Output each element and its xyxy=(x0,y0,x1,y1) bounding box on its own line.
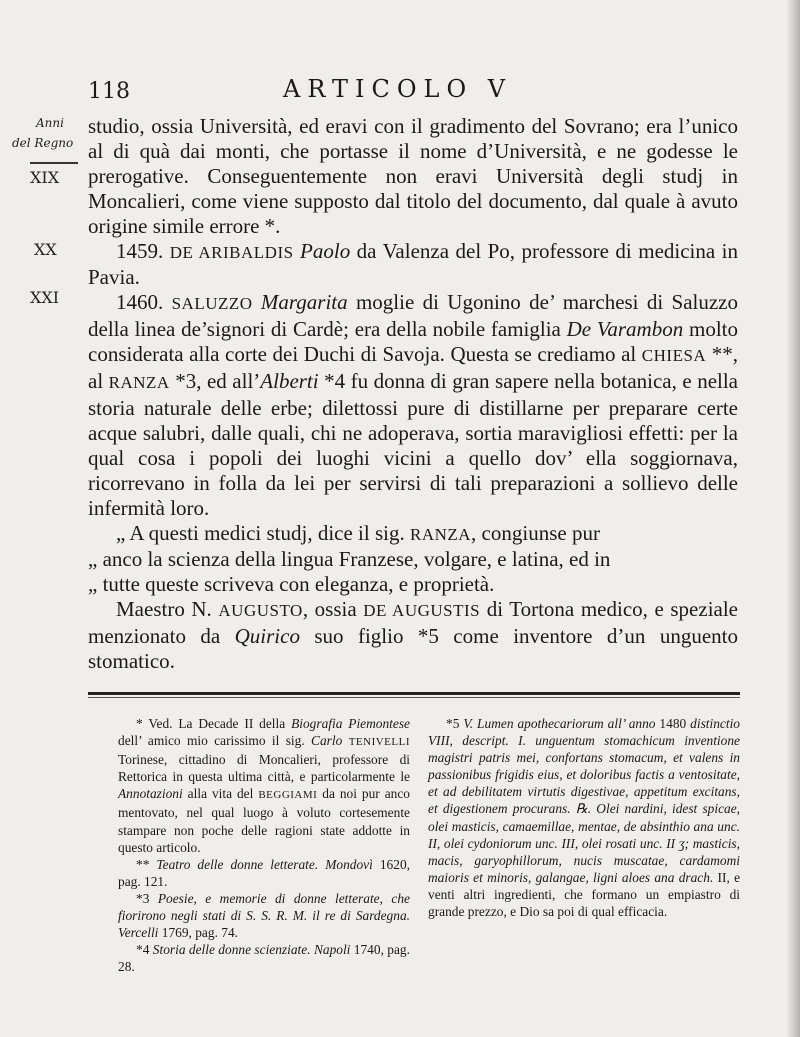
author-ranza: RANZA xyxy=(108,373,170,393)
entry-text: **, al xyxy=(88,342,739,394)
entry-text: *4 fu donna di gran sapere nella botanica, e nella storia naturale delle erbe; dilettossi pure di distillarne per preparare certe acque salubri, dalle quali, chi ne adoperava, sortia maravigliosi effetti: per la qual cosa i popoli dei luoghi vicini a quello dov’ ella soggiornava, ricorrevano in folla da lei per servirsi di tali preparazioni a sollievo delle infermità loro. xyxy=(88,369,739,520)
footnote-divider xyxy=(88,692,740,695)
footnote-2: ** Teatro delle donne letterate. Mondovì 1620, pag. 121. xyxy=(118,856,410,889)
author-alberti: Alberti xyxy=(260,369,319,394)
entry-text: molto considerata alla corte dei Duchi di Savoja. Questa se crediamo al xyxy=(88,317,738,367)
entry-name: DE AUGUSTIS xyxy=(363,601,481,621)
margin-label-del-regno: del Regno xyxy=(12,136,74,150)
paragraph-saluzzo xyxy=(88,290,738,520)
quote-line: „ anco la scienza della lingua Franzese, volgare, e latina, ed in xyxy=(88,547,611,572)
page-number: 118 xyxy=(88,79,130,104)
author-quirico: Quirico xyxy=(234,624,300,649)
running-title: ARTICOLO V xyxy=(283,75,513,103)
entry-first-name: Margarita xyxy=(260,290,348,315)
page-header xyxy=(88,75,738,109)
entry-name: AUGUSTO xyxy=(218,601,303,621)
quotation-continued xyxy=(88,547,738,597)
entry-first-name: Paolo xyxy=(300,238,351,263)
footnote-1: * Ved. La Decade II della Biografia Piemontese dell’ amico mio carissimo il sig. Carlo TENIVELLI Torinese, cittadino di Moncalieri, professore di Rettorica in questa ultima città, e particolarmente le Annotazioni alla vita del BEGGIAMI da noi pur anco mentovato, nel qual luogo à voluto cortesemente stampare non poche delle ragioni state addotte in questo articolo. xyxy=(118,716,410,855)
entry-text: da Valenza del Po, professore di medicina in Pavia. xyxy=(88,238,738,290)
footnotes-left-column xyxy=(118,715,410,975)
entry-name: SALUZZO xyxy=(171,294,253,314)
margin-label-anni: Anni xyxy=(36,116,64,130)
margin-year-mark-xxi: XXI xyxy=(30,288,60,307)
entry-year: 1460. xyxy=(116,290,164,315)
quote-line: „ tutte queste scriveva con eleganza, e proprietà. xyxy=(88,572,495,597)
main-text xyxy=(88,114,738,674)
paragraph-augusto: Maestro N. AUGUSTO, ossia DE AUGUSTIS di Tortona medico, e speziale menzionato da Quirico suo figlio *5 come inventore d’un unguento stomatico. xyxy=(88,597,739,674)
author-chiesa: CHIESA xyxy=(641,346,707,366)
footnote-3: *3 Poesie, e memorie di donne letterate, che fiorirono negli stati di S. S. R. M. il re di Sardegna. Vercelli 1769, pag. 74. xyxy=(118,890,410,941)
footnote-5: *5 V. Lumen apothecariorum all’ anno 1480 distinctio VIII, descript. I. unguentum stomachicum inventione magistri patris mei, confortans stomacum, et valens in passionibus frigidis eius, et doloribus factis a ventositate, et ad debilitatem virtutis digestivae, appetitum excitans, et digestionem procurans. ℞. Olei nardini, idest spicae, olei masticis, camaemillae, mentae, de absinthio ana unc. II, olei cydoniorum unc. III, olei rosati unc. II ʒ; masticis, macis, garyophillorum, nucis muscatae, cardamomi maioris et minoris, galangae, ligni aloes ana drach. II, e venti altri ingredienti, che formano un empiastro di grande prezzo, e Dio sa poi di qual efficacia. xyxy=(428,716,741,920)
entry-name: DE ARIBALDIS xyxy=(169,242,294,262)
footnotes-right-column xyxy=(428,715,740,920)
entry-text: moglie di Ugonino de’ marchesi di Saluzzo della linea de’signori di Cardè; era della nobile famiglia xyxy=(88,290,739,342)
footnote-4: *4 Storia delle donne scienziate. Napoli 1740, pag. 28. xyxy=(118,942,410,975)
margin-rule xyxy=(30,162,78,164)
paragraph-aribaldis xyxy=(88,239,738,291)
author-ranza: RANZA xyxy=(409,524,472,544)
entry-text: *3, ed all’ xyxy=(169,369,261,394)
family-name: De Varambon xyxy=(566,317,684,342)
paragraph-university: studio, ossia Università, ed eravi con il gradimento del Sovrano; era l’unico al di quà dai monti, che portasse il nome d’Università, e ne godesse le prerogative. Conseguentemente non eravi Università degli studj in Moncalieri, come viene supposto dal titolo del documento, dal quale à avuto origine simile errore *. xyxy=(88,114,738,238)
quote-line: „ A questi medici studj, dice il sig. RANZA, congiunse pur xyxy=(116,520,600,545)
entry-year: 1459. xyxy=(116,238,164,263)
margin-year-mark-xix: XIX xyxy=(30,168,60,187)
footnote-divider-thin xyxy=(88,697,740,698)
margin-year-mark-xx: XX xyxy=(34,240,57,259)
quotation-block xyxy=(88,521,738,548)
